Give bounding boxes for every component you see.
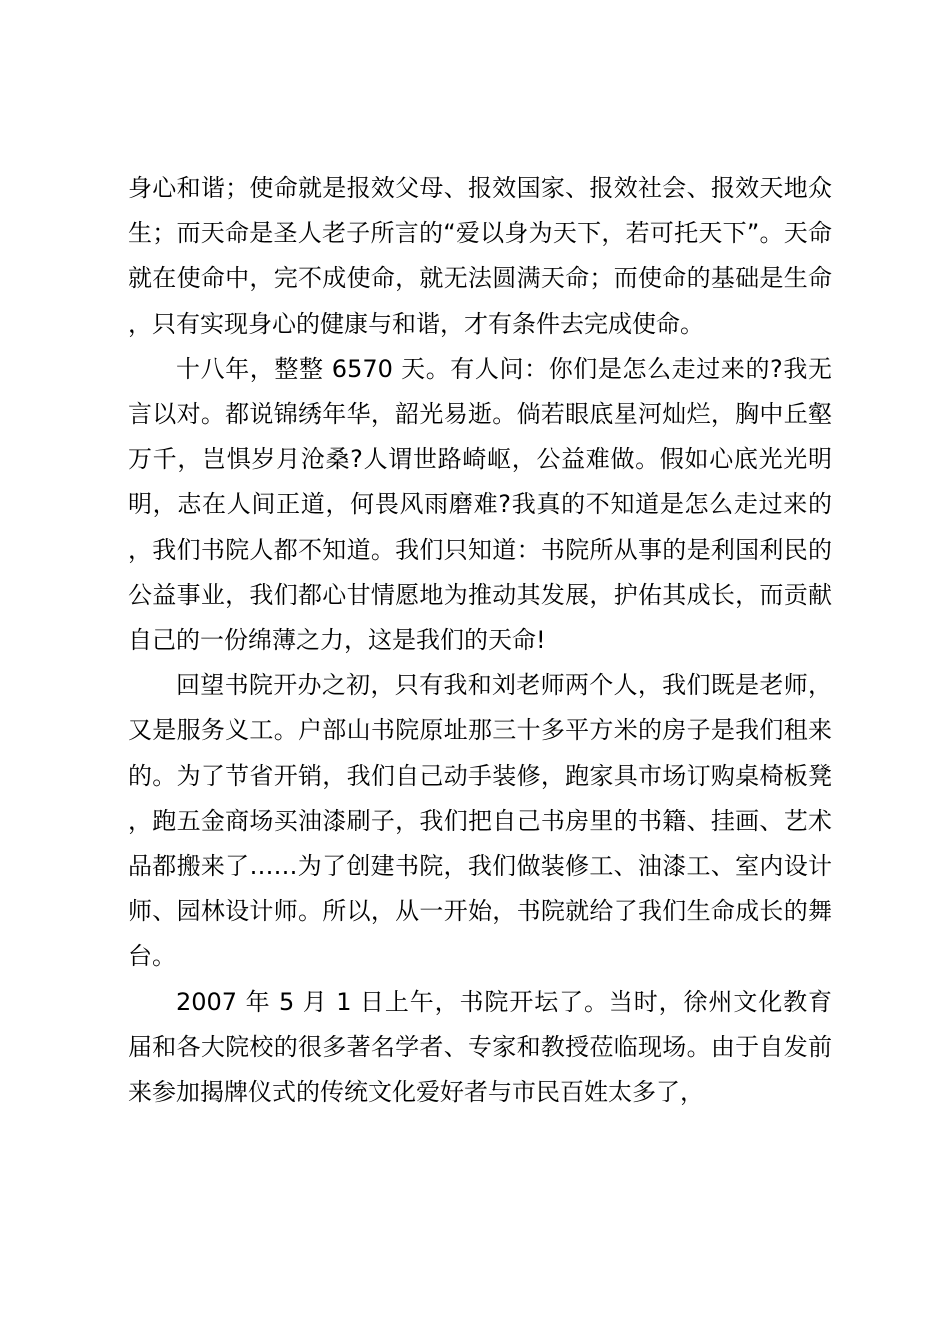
paragraph: 身心和谐；使命就是报效父母、报效国家、报效社会、报效天地众生；而天命是圣人老子所言的“爱以身为天下，若可托天下”。天命就在使命中，完不成使命，就无法圆满天命；而使命的基础是生命，只有实现身心的健康与和谐，才有条件去完成使命。: [128, 174, 832, 338]
document-body: [128, 166, 832, 1115]
paragraph: 十八年，整整 6570 天。有人问：你们是怎么走过来的?我无言以对。都说锦绣年华，韶光易逝。倘若眼底星河灿烂，胸中丘壑万千，岂惧岁月沧桑?人谓世路崎岖，公益难做。假如心底光光明明，志在人间正道，何畏风雨磨难?我真的不知道是怎么走过来的，我们书院人都不知道。我们只知道：书院所从事的是利国利民的公益事业，我们都心甘情愿地为推动其发展，护佑其成长，而贡献自己的一份绵薄之力，这是我们的天命!: [128, 354, 832, 655]
paragraph: 2007 年 5 月 1 日上午，书院开坛了。当时，徐州文化教育届和各大院校的很多著名学者、专家和教授莅临现场。由于自发前来参加揭牌仪式的传统文化爱好者与市民百姓太多了，: [128, 987, 832, 1107]
paragraph: 回望书院开办之初，只有我和刘老师两个人，我们既是老师，又是服务义工。户部山书院原址那三十多平方米的房子是我们租来的。为了节省开销，我们自己动手装修，跑家具市场订购桌椅板凳，跑五金商场买油漆刷子，我们把自己书房里的书籍、挂画、艺术品都搬来了……为了创建书院，我们做装修工、油漆工、室内设计师、园林设计师。所以，从一开始，书院就给了我们生命成长的舞台。: [128, 671, 832, 971]
